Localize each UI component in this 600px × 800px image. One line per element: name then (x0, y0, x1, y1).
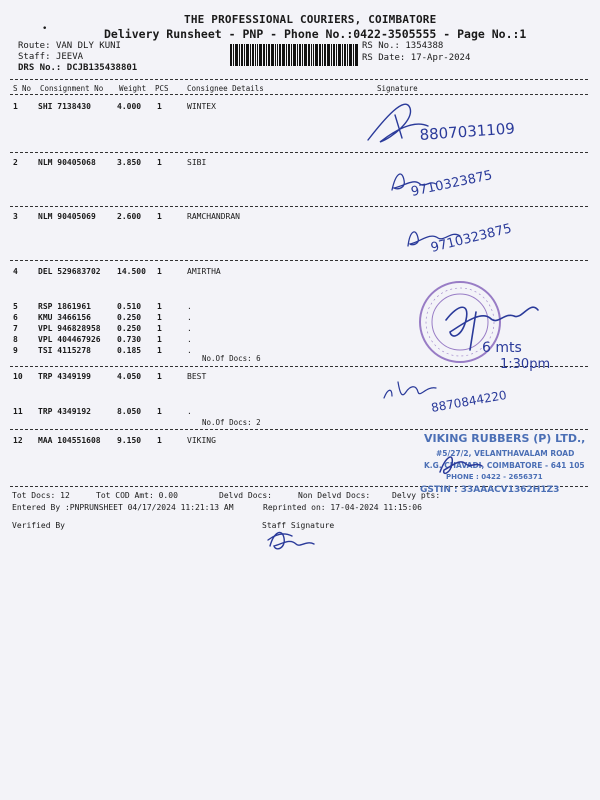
row-pcs: 1 (157, 267, 162, 276)
row-consignee: . (187, 302, 192, 311)
row-consignment: TSI 4115278 (38, 346, 91, 355)
row-pcs: 1 (157, 335, 162, 344)
row-pcs: 1 (157, 102, 162, 111)
row-weight: 8.050 (117, 407, 142, 416)
row-sno: 3 (13, 212, 18, 221)
company-stamp (420, 432, 585, 495)
row-sno: 1 (13, 102, 18, 111)
row-sno: 6 (13, 313, 18, 322)
row-consignment: TRP 4349199 (38, 372, 91, 381)
row-consignment: MAA 104551608 (38, 436, 101, 445)
row-consignee: BEST (187, 372, 207, 381)
row-consignee: AMIRTHA (187, 267, 221, 276)
col-signature-header: Signature (377, 84, 418, 93)
row-weight: 0.510 (117, 302, 142, 311)
row-pcs: 1 (157, 346, 162, 355)
row-pcs: 1 (157, 436, 162, 445)
drs-line: DRS No.: DCJB135438801 (18, 63, 138, 73)
col-consignee-header: Consignee Details (187, 84, 264, 93)
row-pcs: 1 (157, 158, 162, 167)
row-consignment: RSP 1861961 (38, 302, 91, 311)
stamp-line-5: GSTIN : 33AAACV1362H1Z3 (420, 485, 560, 495)
row-consignment: NLM 90405069 (38, 212, 96, 221)
route-line: Route: VAN DLY KUNI (18, 41, 121, 51)
row-consignee: . (187, 324, 192, 333)
row-weight: 3.850 (117, 158, 142, 167)
col-weight-header: Weight (119, 84, 147, 93)
row-consignment: VPL 946828958 (38, 324, 101, 333)
row-sno: 8 (13, 335, 18, 344)
row-consignee: SIBI (187, 158, 207, 167)
row-weight: 0.250 (117, 324, 142, 333)
row-consignee: RAMCHANDRAN (187, 212, 240, 221)
row-weight: 9.150 (117, 436, 142, 445)
row-sno: 7 (13, 324, 18, 333)
row-consignee: . (187, 335, 192, 344)
stamp-line-3: K.G. CHAVADI, COIMBATORE - 641 105 (424, 461, 585, 470)
col-consignment-header: Consignment No (40, 84, 104, 93)
staff-value: JEEVA (55, 52, 84, 62)
staff-signature (268, 532, 314, 548)
row-sno: 12 (13, 436, 23, 445)
entered-by: Entered By :PNPRUNSHEET 04/17/2024 11:21:13 AM (12, 503, 234, 512)
total-cod: Tot COD Amt: 0.00 (96, 491, 178, 500)
non-delivered-docs: Non Delvd Docs: (298, 491, 371, 500)
row-sno: 5 (13, 302, 18, 311)
row-weight: 4.000 (117, 102, 142, 111)
row-consignee: VIKING (187, 436, 216, 445)
row-pcs: 1 (157, 313, 162, 322)
runsheet-title: Delivery Runsheet - PNP - Phone No.:0422-3505555 - Page No.:1 (104, 27, 527, 41)
col-sno-header: S No (13, 84, 32, 93)
note-minutes: 6 mts (482, 340, 522, 356)
row-pcs: 1 (157, 302, 162, 311)
row-sno: 4 (13, 267, 18, 276)
row-consignee: . (187, 407, 192, 416)
signature-row-10 (384, 382, 436, 398)
row-consignment: SHI 7138430 (38, 102, 91, 111)
company-title: THE PROFESSIONAL COURIERS, COIMBATORE (184, 13, 437, 26)
group-doc-count: No.Of Docs: 2 (202, 418, 261, 427)
note-time: 1:30pm (500, 357, 551, 372)
stamp-line-2: #5/27/2, VELANTHAVALAM ROAD (436, 449, 575, 458)
phone-row-1: 8807031109 (419, 119, 516, 144)
row-consignment: DEL 529683702 (38, 267, 101, 276)
row-sno: 11 (13, 407, 23, 416)
row-pcs: 1 (157, 212, 162, 221)
row-consignment: VPL 404467926 (38, 335, 101, 344)
row-sno: 2 (13, 158, 18, 167)
route-value: VAN DLY KUNI (55, 41, 121, 51)
row-consignment: TRP 4349192 (38, 407, 91, 416)
phone-row-3: 9710323875 (429, 221, 514, 256)
delivery-points: Delvy pts: (392, 491, 441, 500)
phone-row-10: 8870844220 (430, 387, 508, 415)
row-pcs: 1 (157, 372, 162, 381)
staff-line: Staff: JEEVA (18, 52, 84, 62)
stamp-line-1: VIKING RUBBERS (P) LTD., (424, 432, 586, 445)
row-weight: 4.050 (117, 372, 142, 381)
phone-row-2: 9710323875 (409, 168, 494, 200)
row-consignee: . (187, 313, 192, 322)
drs-value: DCJB135438801 (66, 63, 138, 73)
total-docs: Tot Docs: 12 (12, 491, 70, 500)
row-weight: 0.730 (117, 335, 142, 344)
row-consignment: KMU 3466156 (38, 313, 91, 322)
delivered-docs: Delvd Docs: (219, 491, 272, 500)
rs-date-value: 17-Apr-2024 (410, 53, 471, 63)
staff-signature-label: Staff Signature (262, 521, 335, 530)
header-mark: • (42, 24, 48, 34)
row-pcs: 1 (157, 324, 162, 333)
col-pcs-header: PCS (155, 84, 169, 93)
row-consignee: . (187, 346, 192, 355)
rs-no-value: 1354388 (405, 41, 444, 51)
row-weight: 2.600 (117, 212, 142, 221)
row-consignment: NLM 90405068 (38, 158, 96, 167)
verified-by-label: Verified By (12, 521, 65, 530)
stamp-line-4: PHONE : 0422 - 2656371 (446, 473, 543, 481)
rs-no-line: RS No.: 1354388 (362, 41, 444, 51)
row-sno: 9 (13, 346, 18, 355)
row-weight: 0.250 (117, 313, 142, 322)
row-weight: 14.500 (117, 267, 146, 276)
rs-date-line: RS Date: 17-Apr-2024 (362, 53, 471, 63)
reprinted-on: Reprinted on: 17-04-2024 11:15:06 (263, 503, 422, 512)
row-weight: 0.185 (117, 346, 142, 355)
row-pcs: 1 (157, 407, 162, 416)
row-sno: 10 (13, 372, 23, 381)
group-doc-count: No.Of Docs: 6 (202, 354, 261, 363)
row-consignee: WINTEX (187, 102, 216, 111)
